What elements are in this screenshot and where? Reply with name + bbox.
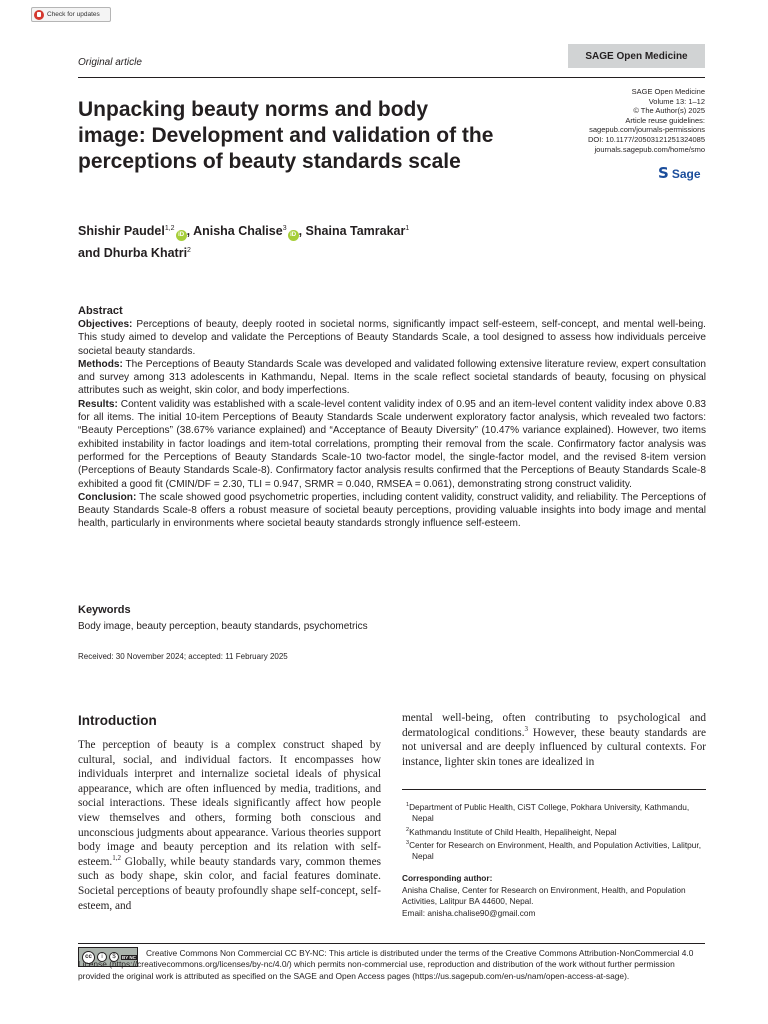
meta-reuse: Article reuse guidelines: [625, 115, 705, 125]
keywords-text: Body image, beauty perception, beauty standards, psychometrics [78, 621, 368, 632]
journal-name-box: SAGE Open Medicine [568, 44, 705, 68]
affiliation-sup: 3 [406, 840, 410, 847]
sage-logo-text: Sage [671, 166, 701, 181]
meta-journal: SAGE Open Medicine [631, 87, 705, 96]
affiliation-text: Center for Research on Environment, Health, and Population Activities, Lalitpur, Nepal [409, 839, 701, 862]
affiliation-sup: 2 [406, 826, 410, 833]
author-affiliation-sup: 1,2 [164, 225, 175, 232]
author-affiliation-sup: 1 [405, 225, 410, 232]
cc-icon: cc [82, 951, 95, 964]
objectives-text: Perceptions of beauty, deeply rooted in societal norms, significantly impact self-esteem, self-concept, and mental well-being. This study aimed to develop and validate the Perceptions of Beauty Standards Scale, a tool designed to assess how individuals perceive societal beauty standards. [78, 319, 706, 357]
nc-dollar-icon: $ [109, 952, 119, 962]
abstract-methods [78, 358, 706, 398]
corresponding-email[interactable]: Email: anisha.chalise90@gmail.com [402, 907, 536, 918]
intro-paragraph-part: However, these beauty standards are not universal and are deeply influenced by cultural contexts. For instance, lighter skin tones are idealized in [402, 726, 706, 768]
author-list [78, 219, 598, 263]
author-separator: , [186, 224, 194, 239]
author-name: Anisha Chalise [193, 224, 283, 239]
by-person-icon: i [97, 952, 107, 962]
received-dates: Received: 30 November 2024; accepted: 11 February 2025 [78, 652, 288, 661]
orcid-icon[interactable]: iD [288, 230, 299, 241]
author-name: Dhurba Khatri [103, 246, 188, 261]
objectives-label: Objectives: [78, 319, 133, 330]
keywords-heading: Keywords [78, 604, 131, 616]
sage-s-icon: S [658, 164, 669, 182]
conclusion-label: Conclusion: [78, 491, 137, 503]
affiliation-divider [402, 789, 706, 790]
methods-text: The Perceptions of Beauty Standards Scale was developed and validated following extensive literature review, expert consultation and survey among 313 adolescents in Kathmandu, Nepal. Items in the scale reflect societal standards of beauty, focusing on physical attributes such as weight, skin color, and body imperfections. [78, 358, 706, 397]
meta-volume: Volume 13: 1–12 [648, 96, 705, 106]
introduction-heading: Introduction [78, 713, 157, 728]
article-title: Unpacking beauty norms and body image: Development and validation of the perceptions of beauty standards scale [78, 98, 494, 173]
meta-homepage-link[interactable]: journals.sagepub.com/home/smo [594, 144, 705, 154]
footer-divider [78, 943, 705, 944]
affiliation-sup: 1 [406, 802, 410, 808]
affiliation-item [402, 825, 706, 838]
cc-badge-label: BY NC [122, 954, 136, 960]
corresponding-author [402, 873, 706, 919]
author-conjunction: and [78, 246, 104, 261]
affiliations [402, 800, 706, 863]
citation-sup[interactable]: 3 [524, 724, 529, 733]
corresponding-text: Anisha Chalise, Center for Research on Environment, Health, and Population Activities, Lalitpur BA 44600, Nepal. [402, 884, 686, 906]
abstract-results [78, 398, 706, 491]
meta-copyright: © The Author(s) 2025 [633, 106, 705, 116]
intro-paragraph-part: The perception of beauty is a complex construct shaped by cultural, social, and individual factors. It encompasses how individuals interpret and internalize societal ideals of physical appearance, which are often influenced by media, traditions, and social interactions. These ideals significantly affect how people view themselves and others, forming both conscious and unconscious judgments about appearance. Various theories support body image and beauty perception and its relation with self-esteem. [78, 739, 381, 868]
affiliation-text: Kathmandu Institute of Child Health, Hepaliheight, Nepal [409, 826, 617, 837]
intro-paragraph-part: Globally, while beauty standards vary, common themes such as body shape, skin color, and facial features dominate. Societal perceptions of beauty profoundly shape self-concept, self-esteem, and [78, 855, 381, 912]
check-for-updates-label: Check for updates [47, 11, 100, 18]
check-for-updates-button[interactable] [31, 7, 111, 22]
sage-logo [658, 166, 701, 181]
results-label: Results: [78, 398, 118, 410]
abstract-objectives [78, 318, 706, 358]
meta-reuse-link[interactable]: sagepub.com/journals-permissions [589, 125, 705, 135]
methods-label: Methods: [78, 358, 123, 370]
author-separator: , [298, 224, 306, 239]
author-affiliation-sup: 2 [187, 247, 191, 255]
author-name: Shishir Paudel [78, 224, 165, 239]
corresponding-heading: Corresponding author: [402, 873, 493, 883]
orcid-icon[interactable]: iD [176, 230, 187, 241]
abstract-section [78, 304, 706, 531]
citation-sup[interactable]: 1,2 [112, 853, 121, 862]
article-meta [560, 87, 705, 154]
meta-doi[interactable]: DOI: 10.1177/20503121251324085 [587, 134, 705, 144]
bookmark-icon [34, 10, 44, 20]
license-text: Creative Commons Non Commercial CC BY-NC: This article is distributed under the terms of the Creative Commons Attribution-NonCommercial 4.0 License (https://creativecommons.org/licenses/by-nc/4.0/) which permits non-commercial use, reproduction and distribution of the work without further permission provided the original work is attributed as specified on the SAGE and Open Access pages (https://us.sagepub.com/en-us/nam/open-access-at-sage). [78, 948, 694, 981]
intro-paragraph-part: mental well-being, often contributing to psychological and dermatological conditions. [402, 712, 706, 739]
abstract-heading: Abstract [78, 305, 123, 317]
affiliation-text: Department of Public Health, CiST College, Pokhara University, Kathmandu, Nepal [409, 801, 690, 824]
affiliation-item [402, 800, 706, 825]
affiliation-item [402, 838, 706, 863]
results-text: Content validity was established with a scale-level content validity index of 0.95 and an item-level content validity index above 0.83 for all items. The initial 10-item Perceptions of Beauty Standards Scale underwent exploratory factor analysis, which revealed two factors: “Beauty Perceptions” (38.67% variance explained) and “Acceptance of Beauty Diversity” (10.47% variance explained). However, two items exhibited instability in factor loadings and item-total correlations, prompting their removal from the scale. Confirmatory factor analysis was performed for the Perceptions of Beauty Standards Scale-10 two-factor model, the single-factor model, and the revised 8-item version (Perceptions of Beauty Standards Scale-8). Confirmatory factor analysis results confirmed that the Perceptions of Beauty Standards Scale-8 exhibited a good fit (CMIN/DF = 2.30, TLI = 0.947, SRMR = 0.040, RMSEA = 0.061), demonstrating strong construct validity. [78, 398, 706, 490]
abstract-conclusion [78, 491, 706, 531]
conclusion-text: The scale showed good psychometric properties, including content validity, construct validity, and reliability. The Perceptions of Beauty Standards Scale-8 offers a robust measure of societal beauty perceptions, providing valuable insights into body image and mental health, particularly in environments where societal beauty standards strongly influence self-esteem. [78, 491, 707, 530]
body-column-left [78, 738, 381, 913]
header-divider [78, 77, 705, 78]
author-affiliation-sup: 3 [282, 225, 287, 232]
article-type: Original article [78, 57, 142, 68]
author-name: Shaina Tamrakar [305, 224, 406, 239]
body-column-right [402, 711, 706, 769]
